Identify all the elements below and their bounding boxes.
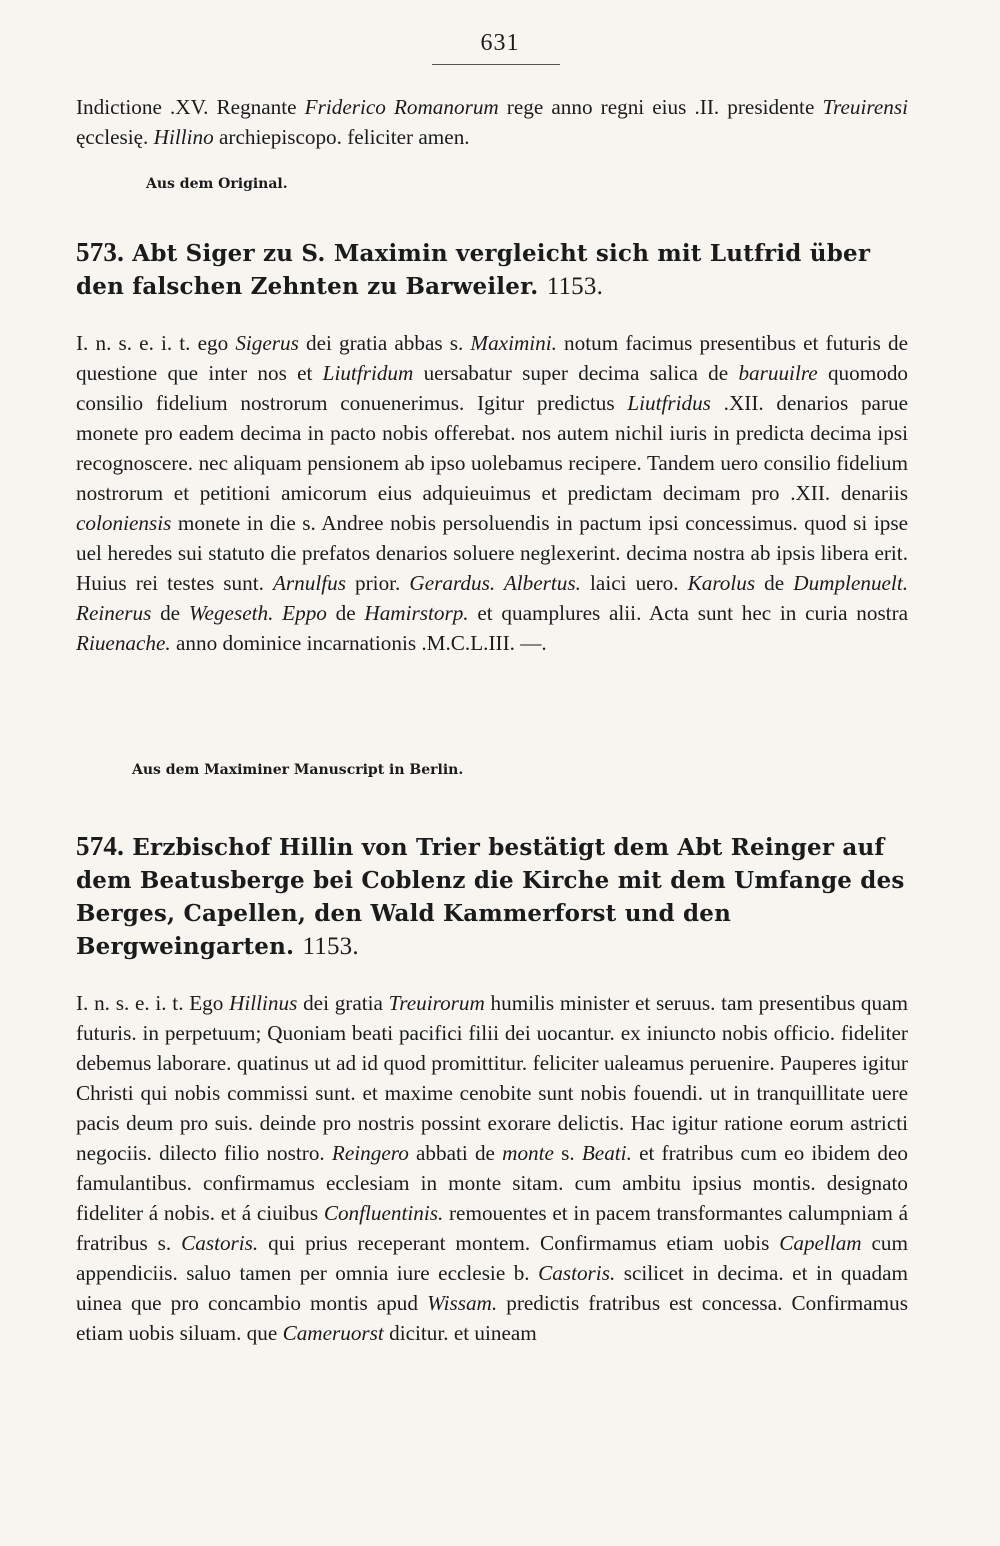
italic-run: Wegeseth. — [188, 601, 274, 625]
text-run: prior. — [345, 571, 410, 595]
intro-paragraph — [76, 92, 908, 152]
text-run: predictis fratribus est concessa. Confirmamus etiam uobis siluam. que — [76, 1291, 908, 1345]
text-run: dei gratia abbas s. — [298, 331, 471, 355]
source-note-1: Aus dem Original. — [146, 176, 288, 192]
italic-run: baruuilre — [738, 361, 818, 385]
italic-run: Confluentinis. — [323, 1201, 444, 1225]
italic-run: Gerardus. Albertus. — [409, 571, 581, 595]
text-run: laici uero. — [580, 571, 688, 595]
italic-run: Eppo — [282, 601, 327, 625]
text-run: ęcclesię. — [76, 125, 154, 149]
text-run: remouentes et in pacem transformantes calumpniam á fratribus s. — [76, 1201, 908, 1255]
text-run: archiepiscopo. feliciter amen. — [213, 125, 470, 149]
italic-run: Arnulfus — [272, 571, 346, 595]
italic-run: Castoris. — [538, 1261, 616, 1285]
text-574 — [76, 988, 908, 1348]
text-run: et fratribus cum eo ibidem deo famulantibus. confirmamus ecclesiam in monte sitam. cum ambitu ipsius montis. designato fideliter á nobis. et á ciuibus — [76, 1141, 908, 1225]
italic-run: Castoris. — [181, 1231, 259, 1255]
text-run: Indictione .XV. Regnante — [76, 95, 305, 119]
italic-run: Maximini. — [470, 331, 557, 355]
doc-year: 1153. — [546, 273, 604, 300]
italic-run: Riuenache. — [76, 631, 171, 655]
italic-run: Wissam. — [427, 1291, 498, 1315]
italic-run: Reingero — [331, 1141, 409, 1165]
italic-run: Dumplenuelt. — [793, 571, 909, 595]
text-run: quomodo consilio fidelium nostrorum conuenerimus. Igitur predictus — [76, 361, 909, 415]
text-run: I. n. s. e. i. t. Ego — [76, 991, 230, 1015]
text-run: humilis minister et seruus. tam presentibus quam futuris. in perpetuum; Quoniam beati pacifici filii dei uocantur. ex iniuncto nobis officio. fideliter debemus laborare. quatinus ut ad id quod promittitur. feliciter ualeamus peruenire. Pauperes igitur Christi qui nobis commissi sunt. et maxime cenobite sunt nobis fouendi. ut in tranquillitate uere pacis deum pro suis. deinde pro nostris possint exorare delictis. Hac igitur ratione eorum astricti negociis. dilecto filio nostro. — [76, 991, 908, 1165]
text-run: qui prius receperant montem. Confirmamus etiam uobis — [258, 1231, 780, 1255]
italic-run: coloniensis — [76, 511, 172, 535]
italic-run: Karolus — [687, 571, 756, 595]
text-run: rege anno regni eius .II. presidente — [498, 95, 823, 119]
text-573 — [76, 328, 908, 658]
italic-run: Sigerus — [235, 331, 299, 355]
body-574 — [76, 988, 908, 1348]
italic-run: Treuirensi — [822, 95, 908, 119]
text-run: abbati de — [408, 1141, 503, 1165]
text-run: de — [326, 601, 365, 625]
text-run: et quamplures alii. Acta sunt hec in curia nostra — [468, 601, 909, 625]
doc-title: Abt Siger zu S. Maximin vergleicht sich mit Lutfrid über den falschen Zehnten zu Barweiler. — [76, 240, 871, 300]
text-run — [273, 601, 282, 625]
heading-574 — [76, 830, 908, 963]
intro-text — [76, 92, 908, 152]
italic-run: Liutfridum — [322, 361, 414, 385]
text-run: de — [755, 571, 794, 595]
italic-run: Friderico Romanorum — [304, 95, 499, 119]
text-run: I. n. s. e. i. t. ego — [76, 331, 236, 355]
italic-run: Beati. — [581, 1141, 632, 1165]
text-run: s. — [553, 1141, 582, 1165]
italic-run: Capellam — [779, 1231, 862, 1255]
body-573 — [76, 328, 908, 658]
italic-run: Hillinus — [229, 991, 298, 1015]
doc-number: 574. — [76, 831, 125, 861]
italic-run: Treuirorum — [388, 991, 485, 1015]
text-run: uersabatur super decima salica de — [413, 361, 739, 385]
text-run: dicitur. et uineam — [383, 1321, 537, 1345]
italic-run: Liutfridus — [627, 391, 711, 415]
text-run: de — [151, 601, 189, 625]
italic-run: Reinerus — [76, 601, 152, 625]
text-run: scilicet in decima. et in quadam uinea que pro concambio montis apud — [76, 1261, 908, 1315]
doc-year: 1153. — [302, 933, 359, 960]
heading-573 — [76, 236, 908, 303]
text-run: .XII. denarios parue monete pro eadem decima in pacto nobis offerebat. nos autem nichil iuris in predicta decima ipsi recognoscere. nec aliquam pensionem ab ipso uolebamus recipere. Tandem uero consilio fidelium nostrorum et petitioni amicorum eius adquieuimus et predictam decimam pro .XII. denariis — [76, 391, 909, 505]
italic-run: monte — [502, 1141, 554, 1165]
text-run: cum appendiciis. saluo tamen per omnia iure ecclesie b. — [76, 1231, 908, 1285]
text-run: notum facimus presentibus et futuris de questione que inter nos et — [76, 331, 908, 385]
page-number: 631 — [480, 30, 520, 56]
italic-run: Hillino — [153, 125, 214, 149]
doc-number: 573. — [76, 237, 125, 267]
text-run: monete in die s. Andree nobis persoluendis in pactum ipsi concessimus. quod si ipse uel heredes sui statuto die prefatos denarios soluere neglexerint. decima nostra ab ipsis libera erit. Huius rei testes sunt. — [76, 511, 908, 595]
text-run: dei gratia — [297, 991, 389, 1015]
text-run: anno dominice incarnationis .M.C.L.III. —. — [170, 631, 547, 655]
doc-title: Erzbischof Hillin von Trier bestätigt dem Abt Reinger auf dem Beatusberge bei Coblenz die Kirche mit dem Umfange des Berges, Capellen, den Wald Kammerforst und den Bergweingarten. — [76, 834, 905, 960]
italic-run: Hamirstorp. — [364, 601, 469, 625]
page-number-rule — [432, 64, 560, 65]
source-note-2: Aus dem Maximiner Manuscript in Berlin. — [132, 762, 464, 778]
italic-run: Cameruorst — [282, 1321, 384, 1345]
